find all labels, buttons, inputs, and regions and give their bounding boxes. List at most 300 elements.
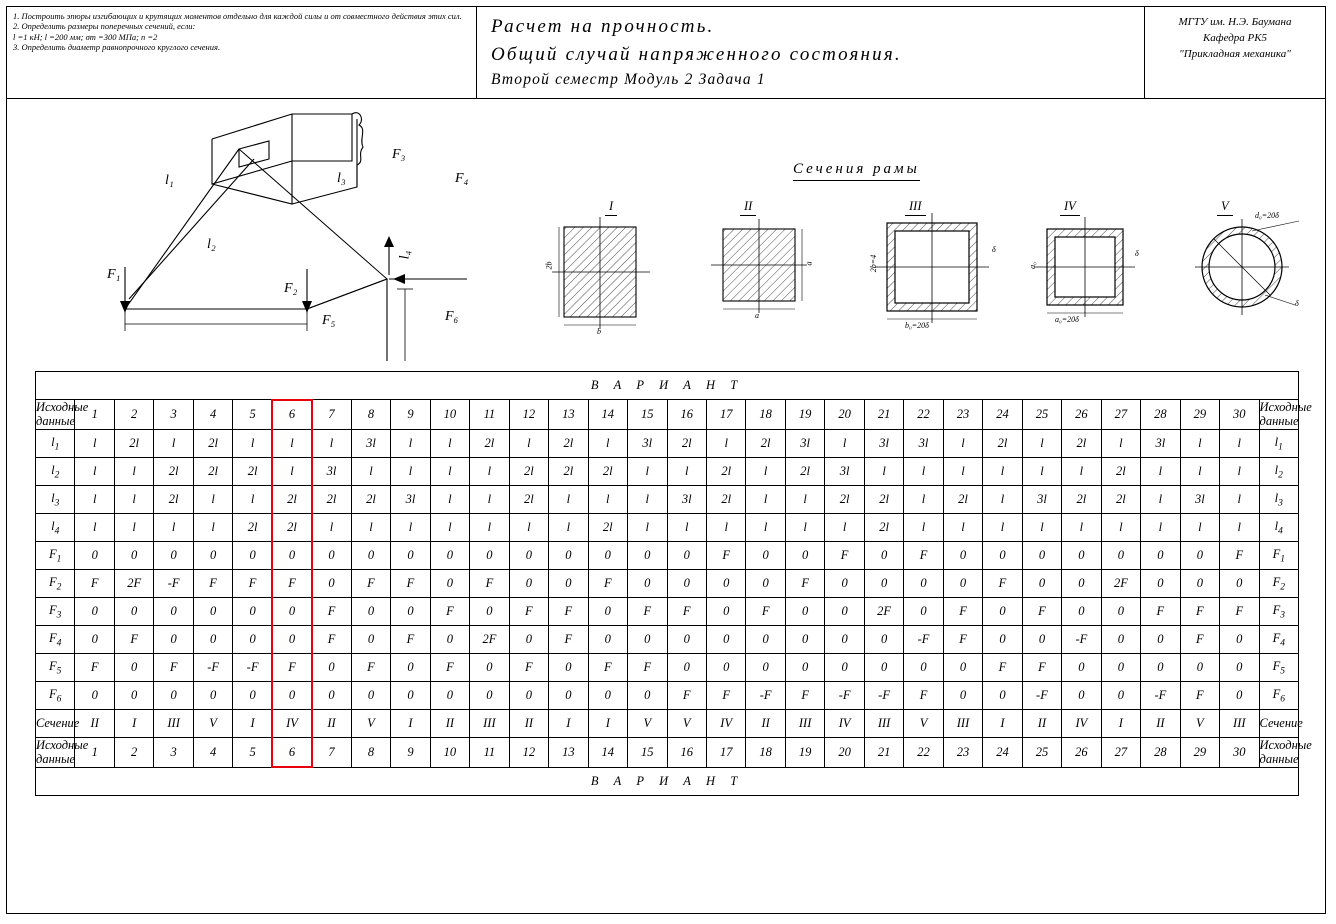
cell-v10: II xyxy=(430,709,469,737)
cell-v8: 0 xyxy=(351,681,390,709)
cell-v30: 30 xyxy=(1220,400,1259,430)
cell-v24: 0 xyxy=(983,625,1022,653)
cell-v11: 2l xyxy=(470,429,509,457)
cell-v14: 14 xyxy=(588,737,627,767)
cell-v6: l xyxy=(272,429,311,457)
label-l3: l₃ xyxy=(337,171,346,186)
cell-v23: l xyxy=(943,457,982,485)
cell-v29: F xyxy=(1180,597,1219,625)
cell-v2: l xyxy=(114,513,153,541)
cell-v26: 26 xyxy=(1062,400,1101,430)
cell-v10: 0 xyxy=(430,625,469,653)
cell-v19: 0 xyxy=(785,597,824,625)
cell-v11: 11 xyxy=(470,737,509,767)
cell-v4: 0 xyxy=(193,541,232,569)
cell-v16: F xyxy=(667,681,706,709)
cell-v17: 17 xyxy=(706,737,745,767)
cell-v21: 3l xyxy=(864,429,903,457)
header-title xyxy=(477,7,1145,98)
cell-v9: F xyxy=(391,625,430,653)
title-line-2: Общий случай напряженного состояния. xyxy=(491,43,902,65)
cell-v15: l xyxy=(628,485,667,513)
cell-v27: 0 xyxy=(1101,681,1140,709)
cell-v8: l xyxy=(351,457,390,485)
cell-v22: 3l xyxy=(904,429,943,457)
cell-v16: 16 xyxy=(667,400,706,430)
row-label-right: $l_1$ xyxy=(1259,429,1298,457)
cell-v14: 2l xyxy=(588,513,627,541)
cell-v9: 0 xyxy=(391,597,430,625)
title-line-3: Второй семестр Модуль 2 Задача 1 xyxy=(491,71,766,89)
cell-v30: 0 xyxy=(1220,653,1259,681)
cell-v2: l xyxy=(114,485,153,513)
cell-v28: 0 xyxy=(1141,653,1180,681)
cell-v15: F xyxy=(628,597,667,625)
cell-v7: 7 xyxy=(312,400,351,430)
cell-v14: l xyxy=(588,429,627,457)
cell-v27: 2l xyxy=(1101,457,1140,485)
cell-v4: F xyxy=(193,569,232,597)
cell-v17: 0 xyxy=(706,597,745,625)
cell-v18: 0 xyxy=(746,653,785,681)
cell-v3: 3 xyxy=(154,737,193,767)
cell-v24: 2l xyxy=(983,429,1022,457)
cell-v8: 0 xyxy=(351,625,390,653)
cell-v1: F xyxy=(75,653,114,681)
cell-v1: 1 xyxy=(75,400,114,430)
cell-v1: 1 xyxy=(75,737,114,767)
task-1: 1. Построить эпюры изгибающих и крутящих моментов отдельно для каждой силы и от совместного действия этих сил. xyxy=(13,11,462,21)
cell-v19: 19 xyxy=(785,737,824,767)
cell-v25: 0 xyxy=(1022,569,1061,597)
label-l4: l₄ xyxy=(397,250,413,260)
cell-v4: 2l xyxy=(193,429,232,457)
cell-v18: 0 xyxy=(746,541,785,569)
cell-v7: F xyxy=(312,597,351,625)
row-label-right: $F_4$ xyxy=(1259,625,1298,653)
cell-v7: 0 xyxy=(312,569,351,597)
cell-v30: l xyxy=(1220,429,1259,457)
data-row-10 xyxy=(36,681,1299,709)
cell-v17: 0 xyxy=(706,625,745,653)
cell-v11: F xyxy=(470,569,509,597)
cell-v10: F xyxy=(430,597,469,625)
row-label: $F_6$ xyxy=(36,681,75,709)
cell-v1: II xyxy=(75,709,114,737)
cell-v6: F xyxy=(272,653,311,681)
cell-v15: 0 xyxy=(628,681,667,709)
cell-v8: 2l xyxy=(351,485,390,513)
cell-v24: 0 xyxy=(983,681,1022,709)
cell-v4: -F xyxy=(193,653,232,681)
cell-v8: V xyxy=(351,709,390,737)
cell-v15: F xyxy=(628,653,667,681)
cell-v29: 0 xyxy=(1180,541,1219,569)
dim-s3-delta: δ xyxy=(992,245,996,254)
cell-v22: 22 xyxy=(904,400,943,430)
cell-v29: 29 xyxy=(1180,400,1219,430)
cell-v27: l xyxy=(1101,513,1140,541)
cell-v29: l xyxy=(1180,429,1219,457)
cell-v6: 6 xyxy=(272,400,311,430)
title-line-1: Расчет на прочность. xyxy=(491,16,715,37)
cell-v15: V xyxy=(628,709,667,737)
cell-v20: -F xyxy=(825,681,864,709)
cell-v14: F xyxy=(588,569,627,597)
cell-v13: 0 xyxy=(549,681,588,709)
cell-v14: 0 xyxy=(588,681,627,709)
data-row-4 xyxy=(36,513,1299,541)
row-label-right: $F_2$ xyxy=(1259,569,1298,597)
cell-v14: 0 xyxy=(588,625,627,653)
dim-s2-d: a xyxy=(804,261,814,266)
header-org xyxy=(1145,7,1325,98)
cell-v14: 14 xyxy=(588,400,627,430)
cell-v7: 7 xyxy=(312,737,351,767)
cell-v2: 0 xyxy=(114,541,153,569)
cell-v13: 2l xyxy=(549,457,588,485)
cell-v17: F xyxy=(706,681,745,709)
cell-v23: F xyxy=(943,625,982,653)
cell-v4: 0 xyxy=(193,625,232,653)
cell-v19: 0 xyxy=(785,653,824,681)
cell-v18: 18 xyxy=(746,400,785,430)
cell-v13: l xyxy=(549,485,588,513)
dim-s5-delta: δ xyxy=(1295,299,1299,308)
cell-v21: 0 xyxy=(864,653,903,681)
cell-v18: F xyxy=(746,597,785,625)
cell-v16: 0 xyxy=(667,541,706,569)
cell-v28: F xyxy=(1141,597,1180,625)
cell-v22: F xyxy=(904,541,943,569)
cell-v21: 21 xyxy=(864,737,903,767)
cell-v13: 13 xyxy=(549,737,588,767)
cell-v27: 0 xyxy=(1101,653,1140,681)
cell-v2: 0 xyxy=(114,681,153,709)
header-tasks xyxy=(7,7,477,98)
cell-v10: 0 xyxy=(430,541,469,569)
cell-v7: 0 xyxy=(312,541,351,569)
cell-v22: 0 xyxy=(904,597,943,625)
label-l1: l₁ xyxy=(165,173,174,188)
cell-v3: F xyxy=(154,653,193,681)
cell-v29: 3l xyxy=(1180,485,1219,513)
cell-v13: F xyxy=(549,625,588,653)
cell-v9: 0 xyxy=(391,681,430,709)
cell-v8: F xyxy=(351,569,390,597)
cell-v6: F xyxy=(272,569,311,597)
cell-v2: 2 xyxy=(114,737,153,767)
cell-v13: 2l xyxy=(549,429,588,457)
cell-v21: III xyxy=(864,709,903,737)
cell-v25: -F xyxy=(1022,681,1061,709)
cell-v29: 0 xyxy=(1180,569,1219,597)
cell-v22: l xyxy=(904,513,943,541)
cross-sections xyxy=(7,99,1327,361)
cell-v30: III xyxy=(1220,709,1259,737)
cell-v19: l xyxy=(785,513,824,541)
cell-v10: l xyxy=(430,429,469,457)
data-row-7 xyxy=(36,597,1299,625)
label-F3: F₃ xyxy=(392,147,406,162)
cell-v18: l xyxy=(746,513,785,541)
cell-v10: l xyxy=(430,457,469,485)
cell-v30: F xyxy=(1220,541,1259,569)
cell-v5: 0 xyxy=(233,597,272,625)
cell-v23: l xyxy=(943,513,982,541)
cell-v26: 0 xyxy=(1062,653,1101,681)
cell-v30: 0 xyxy=(1220,625,1259,653)
cell-v3: 0 xyxy=(154,681,193,709)
cell-v24: F xyxy=(983,653,1022,681)
cell-v27: 0 xyxy=(1101,597,1140,625)
cell-v23: 0 xyxy=(943,569,982,597)
cell-v5: -F xyxy=(233,653,272,681)
cell-v7: 0 xyxy=(312,681,351,709)
cell-v18: 2l xyxy=(746,429,785,457)
cell-v5: 5 xyxy=(233,400,272,430)
cell-v10: 0 xyxy=(430,569,469,597)
cell-v24: 0 xyxy=(983,597,1022,625)
cell-v10: 10 xyxy=(430,400,469,430)
cell-v23: F xyxy=(943,597,982,625)
row-label: $l_4$ xyxy=(36,513,75,541)
cell-v26: l xyxy=(1062,457,1101,485)
row-label-right: $F_5$ xyxy=(1259,653,1298,681)
cell-v18: 18 xyxy=(746,737,785,767)
cell-v6: 2l xyxy=(272,485,311,513)
cell-v11: III xyxy=(470,709,509,737)
cell-v18: 0 xyxy=(746,569,785,597)
cell-v17: 0 xyxy=(706,653,745,681)
cell-v28: l xyxy=(1141,485,1180,513)
cell-v28: 0 xyxy=(1141,569,1180,597)
variants-table xyxy=(35,371,1312,796)
label-F4: F₄ xyxy=(455,171,469,186)
cell-v27: 27 xyxy=(1101,737,1140,767)
cell-v16: 3l xyxy=(667,485,706,513)
cell-v24: I xyxy=(983,709,1022,737)
cell-v13: 13 xyxy=(549,400,588,430)
cell-v11: l xyxy=(470,457,509,485)
cell-v7: F xyxy=(312,625,351,653)
cell-v13: 0 xyxy=(549,569,588,597)
cell-v2: l xyxy=(114,457,153,485)
cell-v17: IV xyxy=(706,709,745,737)
section-number-3: III xyxy=(905,199,926,216)
cell-v22: 22 xyxy=(904,737,943,767)
cell-v11: 2F xyxy=(470,625,509,653)
dim-s1-h: 2b xyxy=(544,261,554,270)
cell-v21: 21 xyxy=(864,400,903,430)
cell-v25: l xyxy=(1022,429,1061,457)
cell-v28: 28 xyxy=(1141,400,1180,430)
cell-v24: 0 xyxy=(983,541,1022,569)
cell-v8: 3l xyxy=(351,429,390,457)
cell-v11: l xyxy=(470,485,509,513)
cell-v8: 0 xyxy=(351,597,390,625)
cell-v4: V xyxy=(193,709,232,737)
cell-v14: 0 xyxy=(588,597,627,625)
cell-v13: I xyxy=(549,709,588,737)
cell-v19: l xyxy=(785,485,824,513)
cell-v29: 0 xyxy=(1180,653,1219,681)
cell-v25: 25 xyxy=(1022,400,1061,430)
cell-v28: 0 xyxy=(1141,625,1180,653)
cell-v13: 0 xyxy=(549,541,588,569)
label-F5: F₅ xyxy=(322,313,336,328)
org-line-1: МГТУ им. Н.Э. Баумана xyxy=(1178,16,1292,28)
cell-v9: l xyxy=(391,513,430,541)
cell-v11: 0 xyxy=(470,597,509,625)
cell-v26: 2l xyxy=(1062,485,1101,513)
cell-v24: l xyxy=(983,513,1022,541)
cell-v6: 2l xyxy=(272,513,311,541)
cell-v28: l xyxy=(1141,457,1180,485)
cell-v20: F xyxy=(825,541,864,569)
cell-v16: l xyxy=(667,457,706,485)
cell-v26: -F xyxy=(1062,625,1101,653)
cell-v3: 2l xyxy=(154,457,193,485)
cell-v10: 0 xyxy=(430,681,469,709)
cell-v11: 11 xyxy=(470,400,509,430)
cell-v27: 27 xyxy=(1101,400,1140,430)
cell-v18: l xyxy=(746,457,785,485)
cell-v3: III xyxy=(154,709,193,737)
cell-v21: 0 xyxy=(864,569,903,597)
cell-v12: l xyxy=(509,513,548,541)
header-row xyxy=(36,400,1299,430)
cell-v8: 0 xyxy=(351,541,390,569)
cell-v21: 2l xyxy=(864,513,903,541)
cell-v18: II xyxy=(746,709,785,737)
label-F2: F₂ xyxy=(284,281,298,296)
cell-v22: -F xyxy=(904,625,943,653)
cell-v28: l xyxy=(1141,513,1180,541)
cell-v30: 30 xyxy=(1220,737,1259,767)
cell-v7: 0 xyxy=(312,653,351,681)
cell-v11: 0 xyxy=(470,541,509,569)
cell-v12: 12 xyxy=(509,400,548,430)
cell-v21: 0 xyxy=(864,541,903,569)
cell-v14: 0 xyxy=(588,541,627,569)
row-label: $F_4$ xyxy=(36,625,75,653)
header xyxy=(7,7,1325,99)
cell-v4: 4 xyxy=(193,737,232,767)
cell-v6: 6 xyxy=(272,737,311,767)
cell-v5: 0 xyxy=(233,541,272,569)
task-data: l =1 кН; l =200 мм; σт =300 МПа; n =2 xyxy=(13,31,158,42)
cell-v4: 0 xyxy=(193,597,232,625)
cell-v2: F xyxy=(114,625,153,653)
cell-v20: l xyxy=(825,429,864,457)
cell-v12: F xyxy=(509,653,548,681)
cell-v7: 2l xyxy=(312,485,351,513)
cell-v5: 2l xyxy=(233,513,272,541)
cell-v16: 0 xyxy=(667,625,706,653)
cell-v23: 23 xyxy=(943,737,982,767)
cell-v16: 16 xyxy=(667,737,706,767)
cell-v27: 2F xyxy=(1101,569,1140,597)
cell-v30: l xyxy=(1220,513,1259,541)
cell-v13: F xyxy=(549,597,588,625)
row-label-right: Сечение xyxy=(1259,709,1298,737)
cell-v26: 0 xyxy=(1062,681,1101,709)
cell-v10: F xyxy=(430,653,469,681)
cell-v17: l xyxy=(706,429,745,457)
data-row-5 xyxy=(36,541,1299,569)
cell-v23: 23 xyxy=(943,400,982,430)
data-row-3 xyxy=(36,485,1299,513)
dim-s1-b: b xyxy=(597,327,601,336)
row-label-right: $l_3$ xyxy=(1259,485,1298,513)
dim-s3-b0: b₀=20δ xyxy=(905,321,929,330)
cell-v12: 12 xyxy=(509,737,548,767)
cell-v26: 26 xyxy=(1062,737,1101,767)
cell-v22: 0 xyxy=(904,653,943,681)
cell-v20: 20 xyxy=(825,737,864,767)
cell-v12: 0 xyxy=(509,681,548,709)
cell-v30: l xyxy=(1220,485,1259,513)
cell-v16: F xyxy=(667,597,706,625)
cell-v7: 3l xyxy=(312,457,351,485)
row-label-right: $F_3$ xyxy=(1259,597,1298,625)
cell-v18: 0 xyxy=(746,625,785,653)
cell-v2: I xyxy=(114,709,153,737)
cell-v30: l xyxy=(1220,457,1259,485)
cell-v27: 2l xyxy=(1101,485,1140,513)
cell-v3: 0 xyxy=(154,597,193,625)
cell-v9: I xyxy=(391,709,430,737)
cell-v6: 0 xyxy=(272,681,311,709)
cell-v11: 0 xyxy=(470,681,509,709)
cell-v3: 0 xyxy=(154,541,193,569)
cell-v29: 29 xyxy=(1180,737,1219,767)
cell-v15: l xyxy=(628,513,667,541)
cell-v5: 5 xyxy=(233,737,272,767)
cell-v21: 0 xyxy=(864,625,903,653)
row-label: $F_1$ xyxy=(36,541,75,569)
cell-v22: 0 xyxy=(904,569,943,597)
cell-v28: 28 xyxy=(1141,737,1180,767)
row-label-right: Исходные данные xyxy=(1259,400,1312,429)
cell-v15: l xyxy=(628,457,667,485)
org-line-3: "Прикладная механика" xyxy=(1179,47,1291,60)
cell-v24: 24 xyxy=(983,737,1022,767)
cell-v17: l xyxy=(706,513,745,541)
cell-v7: II xyxy=(312,709,351,737)
cell-v29: F xyxy=(1180,625,1219,653)
cell-v20: l xyxy=(825,513,864,541)
cell-v15: 0 xyxy=(628,625,667,653)
cell-v12: 2l xyxy=(509,457,548,485)
cell-v20: 0 xyxy=(825,569,864,597)
sheet-border xyxy=(6,6,1326,914)
cell-v26: 0 xyxy=(1062,541,1101,569)
cell-v8: F xyxy=(351,653,390,681)
label-F1: F₁ xyxy=(107,267,121,282)
data-row-9 xyxy=(36,653,1299,681)
cell-v28: II xyxy=(1141,709,1180,737)
cell-v29: F xyxy=(1180,681,1219,709)
cell-v25: 0 xyxy=(1022,541,1061,569)
cell-v22: l xyxy=(904,485,943,513)
cell-v26: 0 xyxy=(1062,569,1101,597)
row-label: $F_3$ xyxy=(36,597,75,625)
cell-v20: 3l xyxy=(825,457,864,485)
cell-v10: l xyxy=(430,513,469,541)
cell-v16: 2l xyxy=(667,429,706,457)
